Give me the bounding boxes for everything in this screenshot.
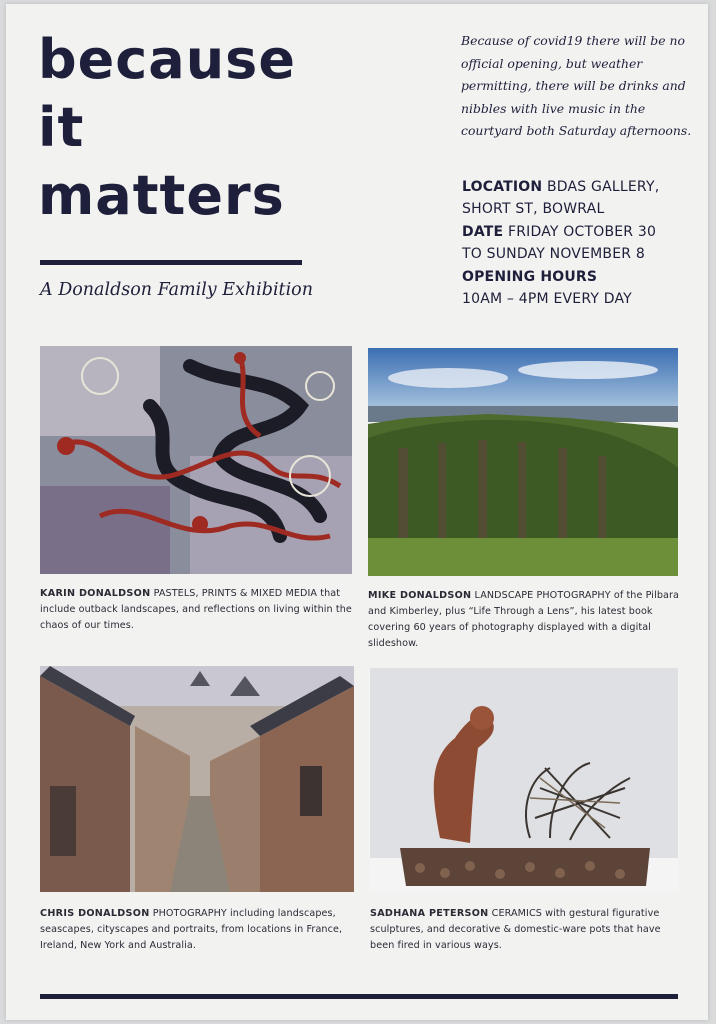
village-street-image — [40, 666, 354, 892]
exhibition-subtitle: A Donaldson Family Exhibition — [40, 280, 313, 300]
artist-name: KARIN DONALDSON — [40, 588, 151, 599]
covid-notice: Because of covid19 there will be no official opening, but weather permitting, there will be drinks and nibbles with live music in the courtyard both Saturday afternoons. — [461, 33, 692, 138]
artist-description: of the Pilbara and Kimberley, plus “Life Through a Lens”, his latest book covering 60 years of photography displayed with a digital slideshow. — [368, 590, 680, 649]
chris-caption — [40, 906, 362, 954]
artist-medium: PASTELS, PRINTS & MIXED MEDIA — [153, 588, 318, 599]
title-line-2: it — [38, 96, 85, 159]
title-line-1: because — [38, 28, 296, 91]
title-line-3: matters — [38, 164, 285, 227]
hours-label: OPENING HOURS — [462, 268, 598, 285]
karin-artwork-image — [40, 346, 352, 574]
hours-value: 10AM – 4PM EVERY DAY — [462, 291, 632, 308]
artist-name: SADHANA PETERSON — [370, 908, 489, 919]
artist-name: MIKE DONALDSON — [368, 590, 472, 601]
artist-description: that include outback landscapes, and reflections on living within the chaos of our times. — [40, 588, 352, 631]
karin-caption — [40, 586, 360, 634]
artist-medium: LANDSCAPE PHOTOGRAPHY — [474, 590, 611, 601]
location-label: LOCATION — [462, 179, 543, 195]
ceramic-sculpture-image — [370, 668, 678, 892]
date-label: DATE — [462, 223, 504, 240]
artist-name: CHRIS DONALDSON — [40, 908, 150, 919]
title-divider — [40, 260, 302, 265]
bottom-divider — [40, 994, 678, 999]
location-value-1: BDAS GALLERY, — [546, 179, 660, 195]
location-value-2: SHORT ST, BOWRAL — [462, 201, 605, 218]
event-info — [462, 176, 712, 310]
date-value-1: FRIDAY OCTOBER 30 — [507, 223, 657, 240]
artist-description: with gestural figurative sculptures, and decorative & domestic-ware pots that have been fired in various ways. — [370, 908, 661, 951]
date-value-2: TO SUNDAY NOVEMBER 8 — [462, 246, 645, 263]
artist-medium: CERAMICS — [491, 908, 542, 919]
artist-medium: PHOTOGRAPHY — [152, 908, 227, 919]
sadhana-caption — [370, 906, 684, 954]
artist-description: including landscapes, seascapes, cityscapes and portraits, from locations in France, Ireland, New York and Australia. — [40, 908, 343, 951]
exhibition-poster — [6, 4, 708, 1020]
kimberley-landscape-image — [368, 348, 678, 576]
mike-caption — [368, 588, 684, 652]
poster-title — [38, 26, 296, 230]
